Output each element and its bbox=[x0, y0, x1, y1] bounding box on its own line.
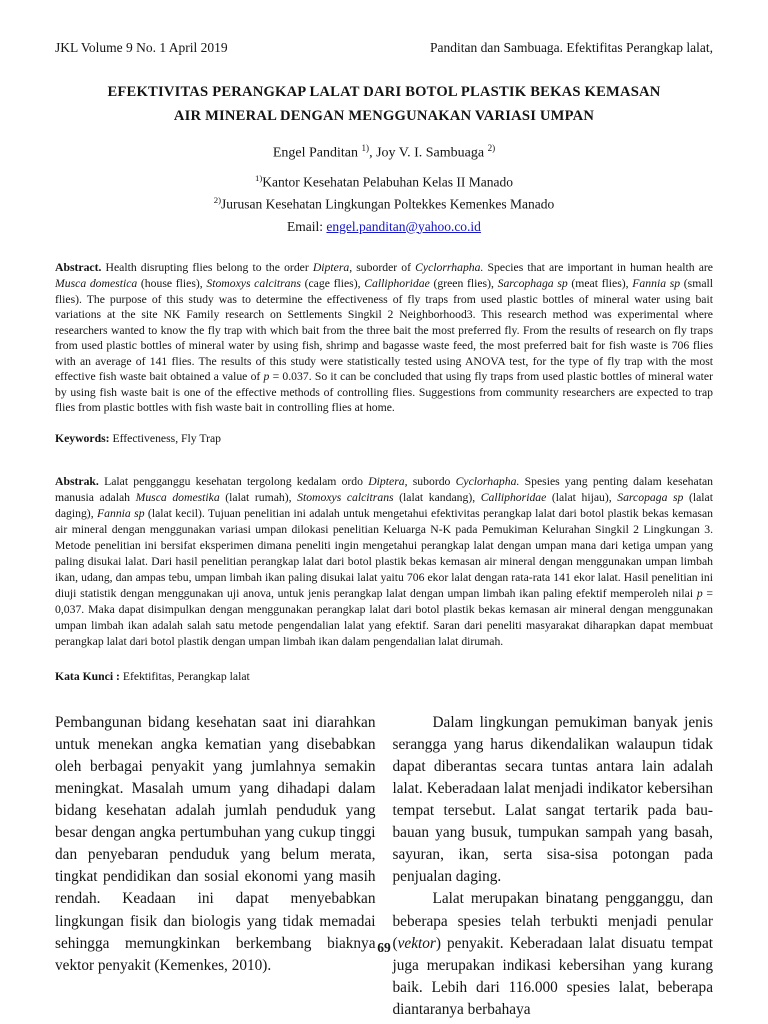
body-column-right bbox=[393, 712, 714, 1020]
email-label: Email: bbox=[287, 218, 327, 234]
affiliation-2 bbox=[55, 193, 713, 215]
affiliation-1 bbox=[55, 171, 713, 193]
article-title-line2: AIR MINERAL DENGAN MENGGUNAKAN VARIASI UMPAN bbox=[173, 108, 595, 125]
body-column-left bbox=[55, 712, 376, 1020]
affiliation-1-marker: 1) bbox=[254, 172, 263, 183]
page-header bbox=[55, 40, 713, 56]
affiliation-2-marker: 2) bbox=[213, 195, 221, 206]
body-paragraph: Dalam lingkungan pemukiman banyak jenis serangga yang harus dikendalikan walaupun tidak dapat diberantas secara tuntas antara lain adalah lalat. Keberadaan lalat menjadi indikator kebersihan tempat tersebut. Lalat sangat tertarik pada bau-bauan yang busuk, tumpukan sampah yang basah, sayuran, ikan, serta sisa-sisa potongan pada penjualan daging. bbox=[392, 714, 713, 886]
abstract-indonesian: Abstrak. Lalat pengganggu kesehatan tergolong kedalam ordo Diptera, subordo Cyclorhapha. Spesies yang penting dalam kesehatan manusia adalah Musca domestika (lalat rumah), Stomoxys calcitrans (lalat kandang), Calliphoridae (lalat hijau), Sarcopaga sp (lalat daging), Fannia sp (lalat kecil). Tujuan penelitian ini adalah untuk mengetahui efektivitas perangkap lalat dari botol plastik bekas kemasan air mineral dengan menggunakan variasi umpan dilokasi penelitian Keluarga N-K pada Pemukiman Kelurahan Singkil 2 Lingkungan 3. Metode penelitian ini bersifat eksperimen dimana peneliti ingin mengetahui perangkap lalat dengan umpan mana dari ketiga umpan yang paling disukai lalat. Dari hasil penelitian perangkap lalat dari botol plastik bekas kemasan air mineral dengan menggunakan umpan limbah ikan, udang, dan ampas tebu, umpan limbah ikan paling disukai lalat yaitu 706 ekor lalat dengan rata-rata 141 ekor lalat. Hasil penelitian ini diuji statistik dengan menggunakan uji anova, untuk jenis perangkap lalat dengan umpan limbah ikan paling efektif memperoleh nilai p = 0,037. Maka dapat disimpulkan dengan menggunakan perangkap lalat dari botol plastik bekas kemasan air mineral dengan menggunakan umpan limbah ikan adalah salah satu metode pengendalian lalat yang efektif. Saran dari peneliti masyarakat diharapkan dapat membuat perangkap lalat dari botol plastik dengan umpan limbah ikan dalam pengendalian lalat dirumah. bbox=[55, 475, 714, 649]
running-head-text: Panditan dan Sambuaga. Efektifitas Perangkap lalat, bbox=[429, 40, 713, 55]
affiliation-1-text: Kantor Kesehatan Pelabuhan Kelas II Manado bbox=[262, 174, 514, 190]
affiliation-2-text: Jurusan Kesehatan Lingkungan Poltekkes Kemenkes Manado bbox=[221, 196, 555, 212]
article-title-line1: EFEKTIVITAS PERANGKAP LALAT DARI BOTOL PLASTIK BEKAS KEMASAN bbox=[107, 84, 661, 100]
body-columns bbox=[55, 712, 713, 1020]
kata-kunci-line: Kata Kunci : Efektifitas, Perangkap lalat bbox=[55, 670, 250, 684]
body-paragraph: Lalat merupakan binatang pengganggu, dan beberapa spesies telah terbukti menjadi penular (vektor) penyakit. Keberadaan lalat disuatu tempat juga merupakan indikasi kebersihan yang kurang baik. Lebih dari 116.000 spesies lalat, beberapa diantaranya berbahaya bbox=[392, 890, 713, 1018]
authors-line: Engel Panditan $^{1)}$, Joy V. I. Sambuaga $^{2)}$ bbox=[272, 143, 496, 161]
page-number: 69 bbox=[377, 940, 391, 955]
article-title bbox=[81, 80, 687, 128]
body-paragraph: Pembangunan bidang kesehatan saat ini diarahkan untuk menekan angka kematian yang disebabkan oleh berbagai penyakit yang jumlahnya semakin meningkat. Masalah umum yang dihadapi dalam bidang kesehatan adalah jumlah penduduk yang besar dengan angka pertumbuhan yang cukup tinggi dan penyebaran penduduk yang belum merata, tingkat pendidikan dan sosial ekonomi yang masih rendah. Keadaan ini dapat menyebabkan lingkungan fisik dan biologis yang tidak memadai sehingga memungkinkan berkembang biaknya vektor penyakit (Kemenkes, 2010). bbox=[55, 714, 376, 974]
email-line bbox=[55, 216, 713, 238]
abstract-english: Abstract. Health disrupting flies belong to the order Diptera, suborder of Cyclorrhapha. Species that are important in human health are Musca domestica (house flies), Stomoxys calcitrans (cage flies), Calliphoridae (green flies), Sarcophaga sp (meat flies), Fannia sp (small flies). The purpose of this study was to determine the effectiveness of fly traps from used plastic bottles of mineral water using bait variations at the site NK Family research on Settlements Singkil 2 Neighborhood3. This research method was experimental where researchers wanted to know the fly trap with which bait from the three bait the most preferred fly. From the results of research on fly traps from used plastic bottles of mineral water by using fish, shrimp and bagasse waste feed, the most preferred bait for fish waste is 706 flies with an average of 141 flies. The results of this study were statistically tested using ANOVA test, for the type of fly trap with the most effective fish waste bait obtained a value of p = 0.037. So it can be concluded that using fly traps from used plastic bottles of mineral water by using fish waste bait is one of the effective methods of controlling flies. Suggestions from community researchers are expected to trap flies from plastic bottles with fish waste bait in controlling flies at home. bbox=[55, 261, 713, 415]
keywords-line: Keywords: Effectiveness, Fly Trap bbox=[55, 432, 222, 446]
email-link[interactable]: engel.panditan@yahoo.co.id bbox=[326, 218, 481, 234]
affiliations-block bbox=[55, 171, 713, 238]
journal-volume-text: JKL Volume 9 No. 1 April 2019 bbox=[55, 40, 228, 55]
